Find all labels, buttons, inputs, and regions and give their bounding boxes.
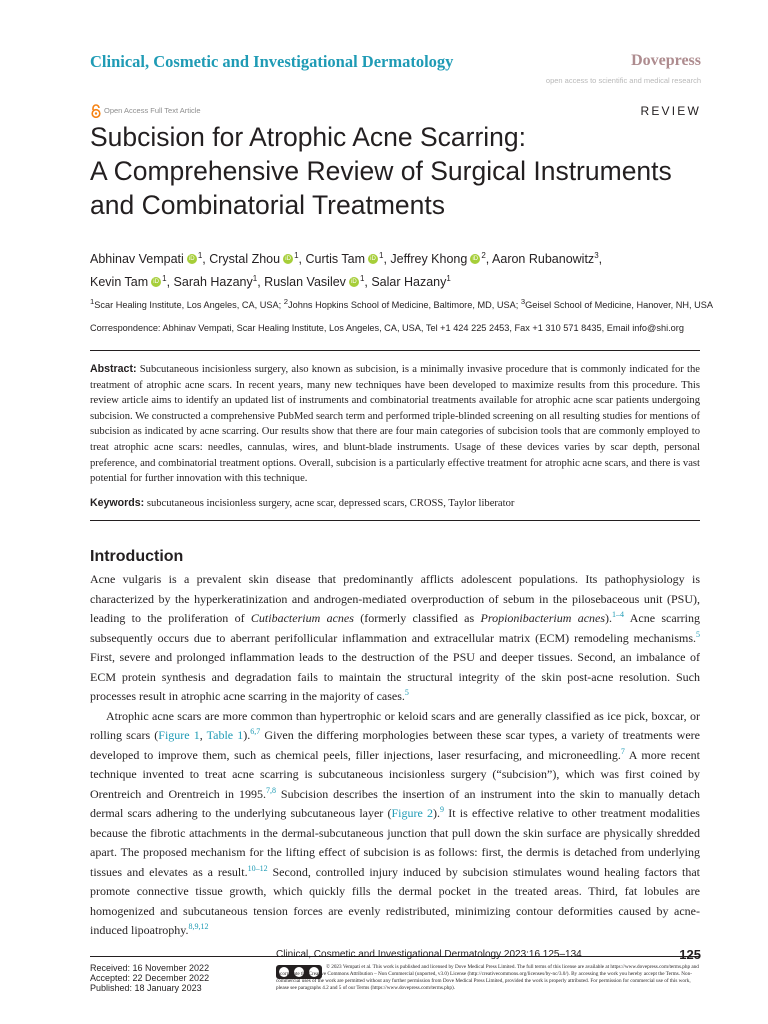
received-date: Received: 16 November 2022 <box>90 963 210 973</box>
orcid-icon[interactable]: iD <box>368 254 378 264</box>
text-run: Acne vulgaris is a prevalent skin disease that predominantly afflicts adolescent populations. Its pathophysiology is characterized by the hyperkeratinization and androgen-mediated overproduction of sebum in the pilosebaceous unit (PSU), leading to the proliferation of <box>90 572 700 625</box>
figure-link[interactable]: Figure 1 <box>158 728 200 742</box>
orcid-icon[interactable]: iD <box>283 254 293 264</box>
license-statement: © 2023 Vempati et al. This work is published and licensed by Dove Medical Press Limited. The full terms of this license are available at https://www.dovepress.com/terms.php and incorporate the Creative Commons Attribution – Non Commercial (unported, v3.0) License (http://creativecommons.org/licenses/by-nc/3.0/). By accessing the work you hereby accept the Terms. Non-commercial uses of the work are permitted without any further permission from Dove Medical Press Limited, provided the work is properly attributed. For permission for commercial use of this work, please see paragraphs 4.2 and 5 of our Terms (https://www.dovepress.com/terms.php). <box>276 964 699 991</box>
paragraph <box>90 707 700 941</box>
keywords-label: Keywords: <box>90 497 145 509</box>
author-separator: , <box>364 275 372 290</box>
orcid-icon[interactable]: iD <box>187 254 197 264</box>
abstract <box>90 362 700 487</box>
affiliation-marker: 2 <box>283 297 288 306</box>
author-name: Kevin Tam <box>90 275 149 290</box>
abstract-label: Abstract: <box>90 363 137 375</box>
author-list <box>90 246 710 292</box>
orcid-icon[interactable]: iD <box>151 277 161 287</box>
paragraph <box>90 570 700 707</box>
footer-journal-citation: Clinical, Cosmetic and Investigational Dermatology 2023:16 125–134 <box>276 949 582 960</box>
article-type-label: REVIEW <box>640 104 701 118</box>
title-line: Subcision for Atrophic Acne Scarring: <box>90 122 527 152</box>
orcid-icon[interactable]: iD <box>349 277 359 287</box>
affiliation-marker: 1 <box>252 274 258 284</box>
text-run: Atrophic acne scars are more common than hypertrophic or keloid scars and are generally classified as ice pick, boxcar, or rolling scars ( <box>90 708 700 742</box>
author-separator: , <box>383 252 391 267</box>
author-name: Jeffrey Khong <box>390 252 468 267</box>
table-link[interactable]: Table 1 <box>206 728 244 742</box>
keywords-text: subcutaneous incisionless surgery, acne scar, depressed scars, CROSS, Taylor liberator <box>144 498 515 509</box>
text-run: ). <box>243 728 251 742</box>
citation-link[interactable]: 7 <box>620 746 625 756</box>
citation-link[interactable]: 10–12 <box>247 863 268 873</box>
text-run: It is effective relative to other treatment modalities because the fibrotic attachments in the dermal-subcutaneous junction that pull down the skin surface are physically shredded apart. The proposed mechanism for the lifting effect of subcision is as follows: first, the dermis is detached from underlying tissues and elevates as a result. <box>90 806 700 879</box>
publication-dates <box>90 963 209 993</box>
affiliation: Johns Hopkins School of Medicine, Baltimore, MD, USA; <box>288 300 521 311</box>
affiliation-marker: 1 <box>379 251 384 260</box>
abstract-top-rule <box>90 350 700 351</box>
accepted-date: Accepted: 22 December 2022 <box>90 973 210 983</box>
species-name: Cutibacterium acnes <box>250 611 354 625</box>
open-access-label: Open Access Full Text Article <box>104 106 201 115</box>
license-text <box>276 964 700 992</box>
author-name: Abhinav Vempati <box>90 252 184 267</box>
author-separator: , <box>202 252 210 267</box>
page-number: 125 <box>679 947 701 962</box>
author-line <box>90 246 710 269</box>
author-separator: , <box>257 275 265 290</box>
orcid-icon[interactable]: iD <box>470 254 480 264</box>
author-name: Ruslan Vasilev <box>264 275 346 290</box>
affiliation: Scar Healing Institute, Los Angeles, CA, USA; <box>94 300 284 311</box>
affiliations <box>90 296 730 311</box>
text-run: A more recent technique invented to treat acne scarring is subcutaneous incisionless surgery (“subcision”), which was first coined by Orentreich and Orentreich in 1995. <box>90 747 700 801</box>
text-run: Acne scarring subsequently occurs due to aberrant perifollicular inflammation and extracellular matrix (ECM) remodeling mechanisms. <box>90 611 701 645</box>
citation-link[interactable]: 5 <box>696 629 700 639</box>
publisher-logo[interactable]: Dovepress <box>631 52 701 69</box>
citation-link[interactable]: 6,7 <box>250 727 261 736</box>
species-name: Propionibacterium acnes <box>480 611 606 625</box>
published-date: Published: 18 January 2023 <box>90 983 202 993</box>
journal-title[interactable]: Clinical, Cosmetic and Investigational Dermatology <box>90 52 454 71</box>
title-line: A Comprehensive Review of Surgical Instruments <box>90 156 672 186</box>
citation-link[interactable]: 8,9,12 <box>188 922 209 931</box>
affiliation-marker: 1 <box>294 251 299 260</box>
author-name: Curtis Tam <box>305 252 365 267</box>
text-run: (formerly classified as <box>353 611 481 625</box>
affiliation: Geisel School of Medicine, Hanover, NH, USA <box>525 300 714 311</box>
affiliation-marker: 1 <box>359 274 365 284</box>
author-name: Salar Hazany <box>371 275 447 290</box>
title-line: and Combinatorial Treatments <box>90 190 445 220</box>
citation-link[interactable]: 9 <box>440 805 445 814</box>
author-separator: , <box>598 252 603 267</box>
affiliation-marker: 1 <box>197 251 203 260</box>
author-name: Crystal Zhou <box>209 252 281 267</box>
body-text <box>90 570 700 941</box>
open-access-icon <box>90 104 102 118</box>
affiliation-marker: 1 <box>162 274 167 284</box>
author-name: Aaron Rubanowitz <box>492 252 595 267</box>
text-run: Given the differing morphologies between these scar types, a variety of treatments were developed to improve them, such as chemical peels, filler injections, laser resurfacing, and microneedling. <box>90 728 700 762</box>
affiliation-marker: 1 <box>90 297 95 306</box>
abstract-text: Subcutaneous incisionless surgery, also known as subcision, is a minimally invasive procedure that is commonly indicated for the treatment of atrophic acne scars. In recent years, many new techniques have been developed to maximize results from this procedure. This review article aims to identify an updated list of instruments and combinatorial treatments available for atrophic acne scar patients undergoing subcision. We constructed a comprehensive PubMed search term and performed triple-blinded screening on all resulting studies for mentions of subcision as indicated by acne scarring. Our results show that there are four main categories of subcision tools that are commonly employed to treat atrophic acne scars: needles, cannulas, wires, and blunt-blade instruments. Usage of these devices varies by scar depth, personal preference, and combinatorial treatment options. Overall, subcision is a particularly effective treatment for atrophic acne scars, and there is vast potential for further innovation with this technique. <box>90 364 700 485</box>
author-separator: , <box>298 252 306 267</box>
author-line <box>90 269 710 292</box>
keywords <box>90 496 700 511</box>
text-run: , <box>199 728 207 742</box>
section-heading-introduction: Introduction <box>90 548 184 565</box>
citation-link[interactable]: 5 <box>404 688 409 697</box>
author-name: Sarah Hazany <box>173 275 253 290</box>
author-separator: , <box>485 252 493 267</box>
publisher-tagline: open access to scientific and medical research <box>545 76 701 85</box>
abstract-bottom-rule <box>90 520 700 521</box>
text-run: Subcision describes the insertion of an instrument into the skin to manually detach dermal scars adhering to the underlying subcutaneous layer ( <box>90 786 700 820</box>
article-title <box>90 120 720 222</box>
citation-link[interactable]: 7,8 <box>265 785 276 795</box>
affiliation-marker: 2 <box>481 251 486 260</box>
text-run: Second, controlled injury induced by subcision stimulates wound healing factors that promote connective tissue growth, which quickly fills the dermal pocket in the treated areas. Third, fat lobules are homogenized and subcutaneous tension forces are evenly redistributed, minimizing contour deformities caused by acne-induced lipoatrophy. <box>90 864 700 937</box>
affiliation-marker: 3 <box>594 251 599 260</box>
text-run: ). <box>433 806 441 820</box>
affiliation-marker: 3 <box>520 297 526 306</box>
author-separator: , <box>166 275 174 290</box>
citation-link[interactable]: 1–4 <box>612 610 625 619</box>
correspondence: Correspondence: Abhinav Vempati, Scar Healing Institute, Los Angeles, CA, USA, Tel +1 424 225 2453, Fax +1 310 571 8435, Email info@shi.org <box>90 323 684 333</box>
figure-link[interactable]: Figure 2 <box>391 806 434 820</box>
affiliation-marker: 1 <box>446 274 451 284</box>
text-run: ). <box>605 611 613 625</box>
text-run: First, severe and prolonged inflammation leads to the destruction of the PSU and deeper tissues. Second, an imbalance of ECM protein synthesis and degradation fails to maintain the structural integrity of the skin post-acne resolution. Such processes result in atrophic acne scarring in the majority of cases. <box>90 650 700 703</box>
